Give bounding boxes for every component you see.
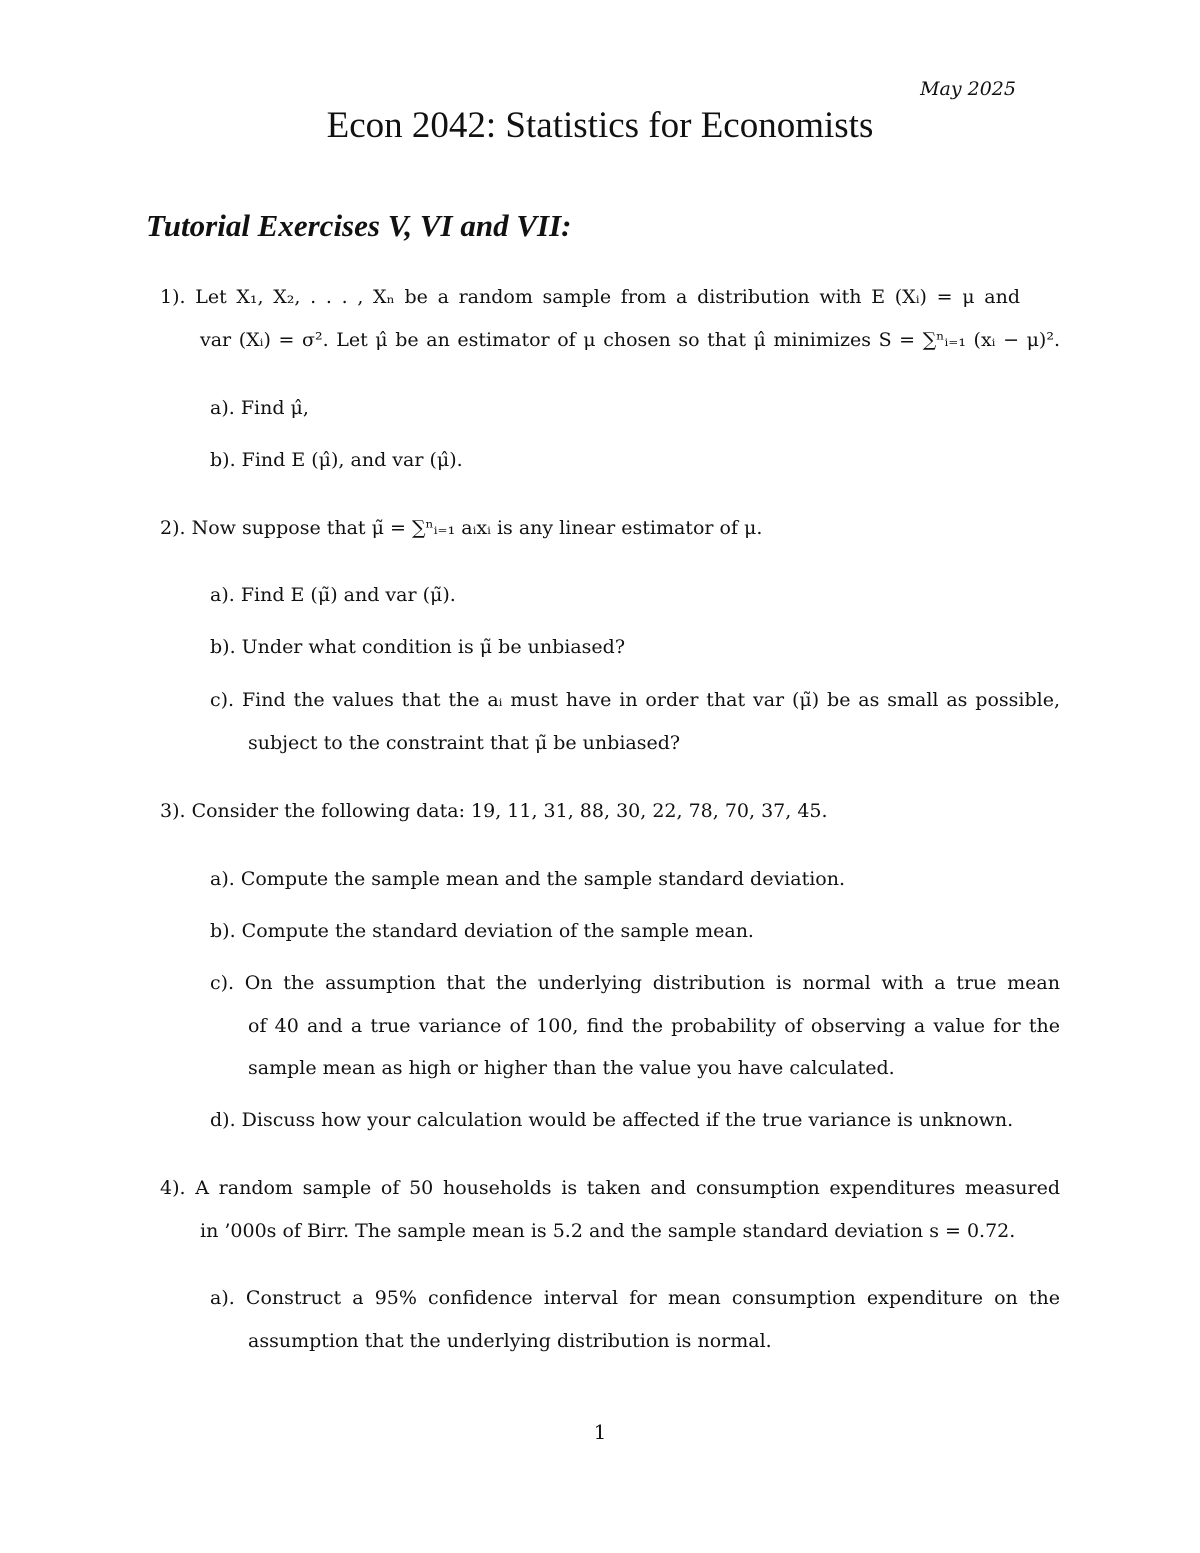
section-heading: Tutorial Exercises V, VI and VII:: [146, 208, 572, 243]
question-1b: b). Find E (μ̂), and var (μ̂).: [210, 449, 463, 471]
question-4-line-1: 4). A random sample of 50 households is taken and consumption expenditures measured: [160, 1177, 1060, 1199]
question-2c-line-2: subject to the constraint that μ̃ be unbiased?: [248, 732, 681, 754]
question-1-line-1: 1). Let X₁, X₂, . . . , Xₙ be a random sample from a distribution with E (Xᵢ) = μ and: [160, 286, 1020, 308]
question-1a: a). Find μ̂,: [210, 397, 309, 419]
question-2c-line-1: c). Find the values that the aᵢ must have in order that var (μ̃) be as small as possible,: [210, 689, 1060, 711]
question-3b: b). Compute the standard deviation of the sample mean.: [210, 920, 754, 942]
document-title: Econ 2042: Statistics for Economists: [326, 105, 874, 146]
question-1-line-2: var (Xᵢ) = σ². Let μ̂ be an estimator of μ chosen so that μ̂ minimizes S = ∑ⁿᵢ₌₁ (xᵢ − μ)².: [200, 329, 1060, 351]
question-3c-line-1: c). On the assumption that the underlying distribution is normal with a true mean: [210, 972, 1060, 994]
document-date: May 2025: [920, 78, 1016, 100]
page-number: 1: [593, 1420, 607, 1444]
question-3c-line-3: sample mean as high or higher than the value you have calculated.: [248, 1057, 895, 1079]
question-3a: a). Compute the sample mean and the sample standard deviation.: [210, 868, 846, 890]
question-2a: a). Find E (μ̃) and var (μ̃).: [210, 584, 456, 606]
question-2b: b). Under what condition is μ̃ be unbiased?: [210, 636, 626, 658]
question-2-line-1: 2). Now suppose that μ̃ = ∑ⁿᵢ₌₁ aᵢxᵢ is any linear estimator of μ.: [160, 517, 763, 539]
question-4-line-2: in ’000s of Birr. The sample mean is 5.2 and the sample standard deviation s = 0.72.: [200, 1220, 1016, 1242]
question-3d: d). Discuss how your calculation would be affected if the true variance is unknown.: [210, 1109, 1014, 1131]
question-4a-line-2: assumption that the underlying distribution is normal.: [248, 1330, 772, 1352]
question-3-line-1: 3). Consider the following data: 19, 11, 31, 88, 30, 22, 78, 70, 37, 45.: [160, 800, 828, 822]
question-3c-line-2: of 40 and a true variance of 100, find the probability of observing a value for the: [248, 1015, 1060, 1037]
question-4a-line-1: a). Construct a 95% confidence interval for mean consumption expenditure on the: [210, 1287, 1060, 1309]
